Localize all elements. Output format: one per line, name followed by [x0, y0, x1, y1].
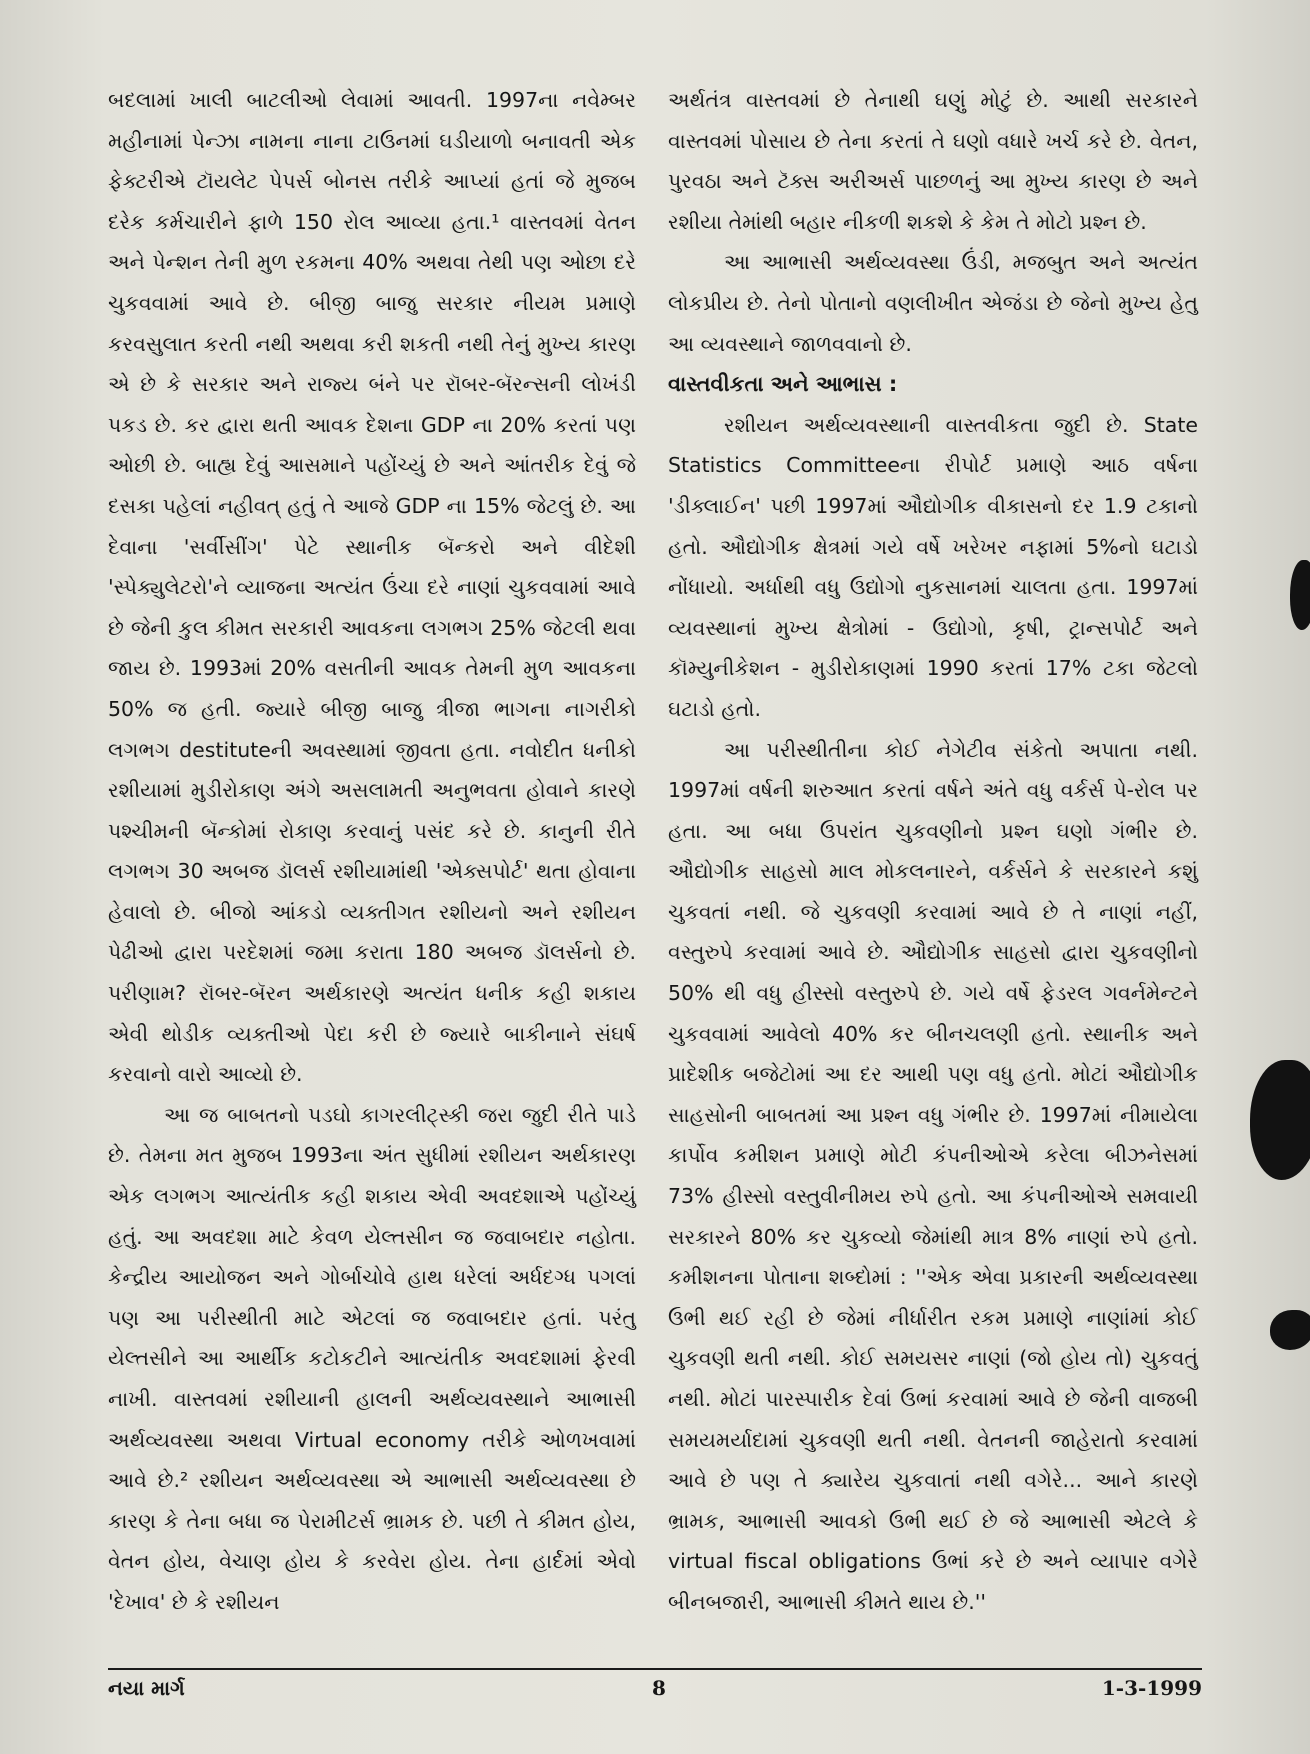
binding-hole-top [1290, 560, 1310, 630]
left-paragraph-2: આ જ બાબતનો પડઘો કાગરલીટ્સ્કી જરા જુદી રીતે પાડે છે. તેમના મત મુજબ 1993ના અંત સુધીમાં રશીયન અર્થકારણ એક લગભગ આત્યંતીક કહી શકાય એવી અવદશાએ પહોંચ્યું હતું. આ અવદશા માટે કેવળ યેલ્તસીન જ જવાબદાર નહોતા. કેન્દ્રીય આયોજન અને ગોર્બાચોવે હાથ ધરેલાં અર્ધદગ્ધ પગલાં પણ આ પરીસ્થીતી માટે એટલાં જ જવાબદાર હતાં. પરંતુ યેલ્તસીને આ આર્થીક કટોકટીને આત્યંતીક અવદશામાં ફેરવી નાખી. વાસ્તવમાં રશીયાની હાલની અર્થવ્યવસ્થાને આભાસી અર્થવ્યવસ્થા અથવા Virtual economy તરીકે ઓળખવામાં આવે છે.² રશીયન અર્થવ્યવસ્થા એ આભાસી અર્થવ્યવસ્થા છે કારણ કે તેના બધા જ પેરામીટર્સ ભ્રામક છે. પછી તે કીમત હોય, વેતન હોય, વેચાણ હોય કે કરવેરા હોય. તેના હાર્દમાં એવો 'દેખાવ' છે કે રશીયન [108, 1102, 636, 1614]
right-paragraph-4: આ પરીસ્થીતીના કોઈ નેગેટીવ સંકેતો અપાતા નથી. 1997માં વર્ષની શરુઆત કરતાં વર્ષને અંતે વધુ વર્કર્સ પે-રોલ પર હતા. આ બધા ઉપરાંત ચુકવણીનો પ્રશ્ન ઘણો ગંભીર છે. ઔદ્યોગીક સાહસો માલ મોકલનારને, વર્કર્સને કે સરકારને કશું ચુકવતાં નથી. જે ચુકવણી કરવામાં આવે છે તે નાણાં નહીં, વસ્તુરુપે કરવામાં આવે છે. ઔદ્યોગીક સાહસો દ્વારા ચુકવણીનો 50% થી વધુ હીસ્સો વસ્તુરુપે છે. ગયે વર્ષે ફેડરલ ગવર્નમેન્ટને ચુકવવામાં આવેલો 40% કર બીનચલણી હતો. સ્થાનીક અને પ્રાદેશીક બજેટોમાં આ દર આથી પણ વધુ હતો. મોટાં ઔદ્યોગીક સાહસોની બાબતમાં આ પ્રશ્ન વધુ ગંભીર છે. 1997માં નીમાયેલા કાર્પોવ કમીશન પ્રમાણે મોટી કંપનીઓએ કરેલા બીઝનેસમાં 73% હીસ્સો વસ્તુવીનીમય રુપે હતો. આ કંપનીઓએ સમવાયી સરકારને 80% કર ચુકવ્યો જેમાંથી માત્ર 8% નાણાં રુપે હતો. કમીશનના પોતાના શબ્દોમાં : ''એક એવા પ્રકારની અર્થવ્યવસ્થા ઉભી થઈ રહી છે જેમાં નીર્ધારીત રકમ પ્રમાણે નાણાંમાં કોઈ ચુકવણી થતી નથી. કોઈ સમયસર નાણાં (જો હોય તો) ચુકવતું નથી. મોટાં પારસ્પારીક દેવાં ઉભાં કરવામાં આવે છે જેની વાજબી સમયમર્યાદામાં ચુકવણી થતી નથી. વેતનની જાહેરાતો કરવામાં આવે છે પણ તે ક્યારેય ચુકવાતાં નથી વગેરે... આને કારણે ભ્રામક, આભાસી આવકો ઉભી થઈ છે જે આભાસી એટલે કે virtual fiscal obligations ઉભાં કરે છે અને વ્યાપાર વગેરે બીનબજારી, આભાસી કીમતે થાય છે.'' [668, 737, 1198, 1614]
section-heading: વાસ્તવીકતા અને આભાસ : [668, 372, 898, 397]
binding-hole-lower [1270, 1310, 1310, 1350]
footer-page-number: 8 [652, 1676, 666, 1700]
left-paragraph-1: બદલામાં ખાલી બાટલીઓ લેવામાં આવતી. 1997ના નવેમ્બર મહીનામાં પેન્ઝા નામના નાના ટાઉનમાં ઘડીયાળો બનાવતી એક ફેક્ટરીએ ટૉયલેટ પેપર્સ બોનસ તરીકે આપ્યાં હતાં જે મુજબ દરેક કર્મચારીને ફાળે 150 રોલ આવ્યા હતા.¹ વાસ્તવમાં વેતન અને પેન્શન તેની મુળ રકમના 40% અથવા તેથી પણ ઓછા દરે ચુકવવામાં આવે છે. બીજી બાજુ સરકાર નીયમ પ્રમાણે કરવસુલાત કરતી નથી અથવા કરી શકતી નથી તેનું મુખ્ય કારણ એ છે કે સરકાર અને રાજ્ય બંને પર રૉબર-બૅરન્સની લોખંડી પકડ છે. કર દ્વારા થતી આવક દેશના GDP ના 20% કરતાં પણ ઓછી છે. બાહ્ય દેવું આસમાને પહોંચ્યું છે અને આંતરીક દેવું જે દસકા પહેલાં નહીવત્ હતું તે આજે GDP ના 15% જેટલું છે. આ દેવાના 'સર્વીસીંગ' પેટે સ્થાનીક બૅન્કરો અને વીદેશી 'સ્પેક્યુલેટરો'ને વ્યાજના અત્યંત ઉંચા દરે નાણાં ચુકવવામાં આવે છે જેની કુલ કીમત સરકારી આવકના લગભગ 25% જેટલી થવા જાય છે. 1993માં 20% વસતીની આવક તેમની મુળ આવકના 50% જ હતી. જ્યારે બીજી બાજુ ત્રીજા ભાગના નાગરીકો લગભગ destituteની અવસ્થામાં જીવતા હતા. નવોદીત ધનીકો રશીયામાં મુડીરોકાણ અંગે અસલામતી અનુભવતા હોવાને કારણે પશ્ચીમની બૅન્કોમાં રોકાણ કરવાનું પસંદ કરે છે. કાનુની રીતે લગભગ 30 અબજ ડૉલર્સ રશીયામાંથી 'એક્સપોર્ટ' થતા હોવાના હેવાલો છે. બીજો આંકડો વ્યક્તીગત રશીયનો અને રશીયન પેઢીઓ દ્વારા પરદેશમાં જમા કરાતા 180 અબજ ડૉલર્સનો છે. પરીણામ? રૉબર-બૅરન અર્થકારણે અત્યંત ધનીક કહી શકાય એવી થોડીક વ્યક્તીઓ પેદા કરી છે જ્યારે બાકીનાને સંઘર્ષ કરવાનો વારો આવ્યો છે. [108, 88, 636, 1087]
footer-date: 1-3-1999 [1101, 1676, 1202, 1700]
right-paragraph-3: રશીયન અર્થવ્યવસ્થાની વાસ્તવીકતા જુદી છે. State Statistics Committeeના રીપોર્ટ પ્રમાણે આઠ વર્ષના 'ડીક્લાઈન' પછી 1997માં ઔદ્યોગીક વીકાસનો દર 1.9 ટકાનો હતો. ઔદ્યોગીક ક્ષેત્રમાં ગયે વર્ષે ખરેખર નફામાં 5%નો ઘટાડો નોંધાયો. અર્ધાથી વધુ ઉદ્યોગો નુકસાનમાં ચાલતા હતા. 1997માં વ્યવસ્થાનાં મુખ્ય ક્ષેત્રોમાં - ઉદ્યોગો, કૃષી, ટ્રાન્સપોર્ટ અને કૉમ્યુનીકેશન - મુડીરોકાણમાં 1990 કરતાં 17% ટકા જેટલો ઘટાડો હતો. [668, 412, 1198, 721]
binding-hole-middle [1250, 1060, 1310, 1180]
right-column [668, 80, 1198, 1623]
left-column [108, 80, 636, 1623]
right-paragraph-1: અર્થતંત્ર વાસ્તવમાં છે તેનાથી ઘણું મોટું છે. આથી સરકારને વાસ્તવમાં પોસાય છે તેના કરતાં તે ઘણો વધારે ખર્ચ કરે છે. વેતન, પુરવઠા અને ટૅક્સ અરીઅર્સ પાછળનું આ મુખ્ય કારણ છે અને રશીયા તેમાંથી બહાર નીકળી શકશે કે કેમ તે મોટો પ્રશ્ન છે. [668, 88, 1198, 234]
footer-rule [108, 1668, 1202, 1670]
footer-publication: નયા માર્ગ [108, 1676, 185, 1700]
right-paragraph-2: આ આભાસી અર્થવ્યવસ્થા ઉંડી, મજબુત અને અત્યંત લોકપ્રીય છે. તેનો પોતાનો વણલીખીત એજંડા છે જેનો મુખ્ય હેતુ આ વ્યવસ્થાને જાળવવાનો છે. [668, 250, 1198, 356]
